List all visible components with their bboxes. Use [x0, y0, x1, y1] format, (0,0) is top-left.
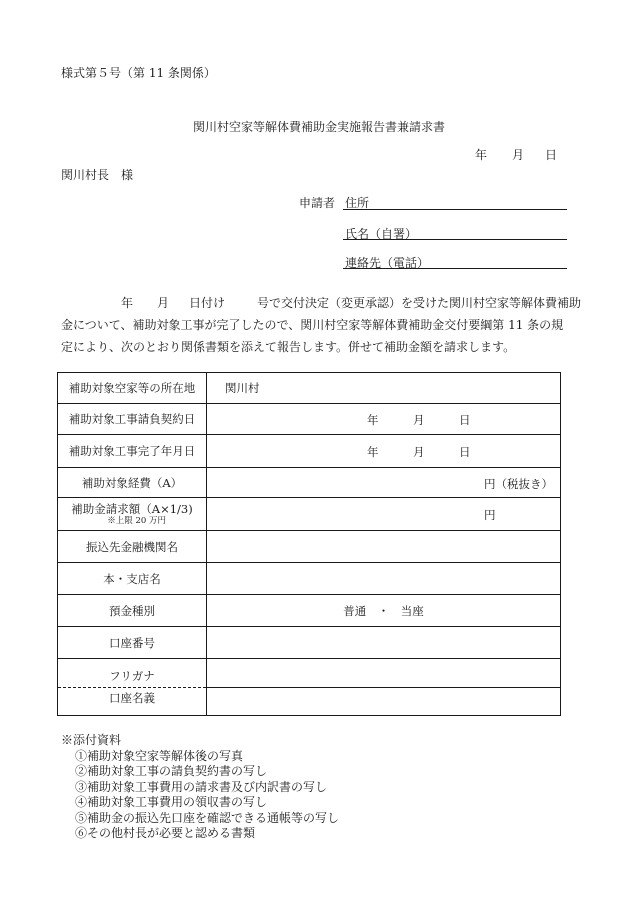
table-row-bank	[58, 531, 561, 563]
branch-label: 本・支店名	[58, 563, 207, 595]
date-year-label: 年	[475, 148, 488, 162]
contract-month: 月	[413, 413, 425, 427]
attachment-item: ①補助対象空家等解体後の写真	[75, 748, 244, 763]
attachment-item: ④補助対象工事費用の領収書の写し	[75, 795, 268, 809]
request-note: ※上限 20 万円	[107, 515, 166, 526]
table-row-contract-date	[58, 404, 561, 435]
paragraph-body: 金について、補助対象工事が完了したので、関川村空家等解体費補助金交付要綱第 11 条の規定により、次のとおり関係書類を添えて報告します。併せて補助金額を請求します。	[61, 318, 564, 354]
completion-date-label: 補助対象工事完了年月日	[58, 435, 207, 468]
cost-unit: 円（税抜き）	[484, 477, 553, 491]
account-number-label: 口座番号	[58, 627, 207, 659]
contact-label: 連絡先（電話）	[345, 256, 430, 270]
paragraph-month: 月	[157, 296, 170, 310]
name-label: 氏名（自署）	[345, 227, 418, 241]
address-label: 住所	[345, 196, 370, 210]
deposit-type-label: 預金種別	[58, 595, 207, 627]
paragraph-year: 年	[121, 296, 134, 310]
furigana-cell[interactable]	[207, 659, 561, 688]
bank-cell[interactable]	[207, 531, 561, 563]
report-table	[57, 372, 561, 716]
table-row-cost	[58, 468, 561, 498]
table-row-request	[58, 498, 561, 531]
addressee: 関川村長 様	[61, 168, 134, 182]
attachment-item: ③補助対象工事費用の請求書及び内訳書の写し	[75, 779, 328, 794]
cost-label: 補助対象経費（A）	[58, 468, 207, 498]
account-name-label: 口座名義	[58, 688, 207, 716]
table-row-branch	[58, 563, 561, 595]
table-row-furigana	[58, 659, 561, 688]
paragraph-number: 号で交付決定（変更承認）を受けた関川村空家等解体費補助	[257, 296, 582, 310]
attachments-heading: ※添付資料	[61, 733, 122, 747]
address-field[interactable]	[343, 209, 567, 210]
attachment-item: ⑥その他村長が必要と認める書類	[75, 826, 256, 840]
attachment-item: ②補助対象工事の請負契約書の写し	[75, 764, 268, 778]
request-label: 補助金請求額（A×1/3)	[71, 501, 193, 516]
request-label-cell	[58, 498, 207, 531]
date-month-label: 月	[512, 148, 525, 162]
contract-date-label: 補助対象工事請負契約日	[58, 404, 207, 435]
location-value: 関川村	[225, 381, 260, 395]
completion-date-cell[interactable]	[207, 435, 561, 468]
account-number-cell[interactable]	[207, 627, 561, 659]
account-name-cell[interactable]	[207, 688, 561, 716]
attachments-list	[61, 733, 339, 842]
request-unit: 円	[484, 508, 496, 522]
table-row-location	[58, 373, 561, 404]
cost-cell[interactable]	[207, 468, 561, 498]
furigana-label: フリガナ	[58, 659, 207, 688]
document-title: 関川村空家等解体費補助金実施報告書兼請求書	[193, 120, 446, 134]
bank-label: 振込先金融機関名	[58, 531, 207, 563]
table-row-completion-date	[58, 435, 561, 468]
completion-month: 月	[413, 445, 425, 459]
location-value-cell[interactable]	[207, 373, 561, 404]
contract-day: 日	[459, 413, 471, 427]
deposit-type-cell[interactable]	[207, 595, 561, 627]
completion-year: 年	[367, 445, 379, 459]
name-field[interactable]	[343, 239, 567, 240]
request-cell[interactable]	[207, 498, 561, 531]
table-row-deposit-type	[58, 595, 561, 627]
applicant-label: 申請者	[299, 196, 336, 210]
paragraph-day-ref: 日付け	[189, 296, 226, 310]
date-day-label: 日	[545, 148, 558, 162]
contract-year: 年	[367, 413, 379, 427]
table-row-account-number	[58, 627, 561, 659]
location-label: 補助対象空家等の所在地	[58, 373, 207, 404]
attachment-item: ⑤補助金の振込先口座を確認できる通帳等の写し	[75, 810, 340, 825]
contract-date-cell[interactable]	[207, 404, 561, 435]
contact-field[interactable]	[343, 268, 567, 269]
form-number: 様式第５号（第 11 条関係）	[61, 66, 216, 80]
table-row-account-name	[58, 688, 561, 716]
completion-day: 日	[459, 445, 471, 459]
deposit-type-value: 普通 ・ 当座	[343, 603, 424, 618]
branch-cell[interactable]	[207, 563, 561, 595]
